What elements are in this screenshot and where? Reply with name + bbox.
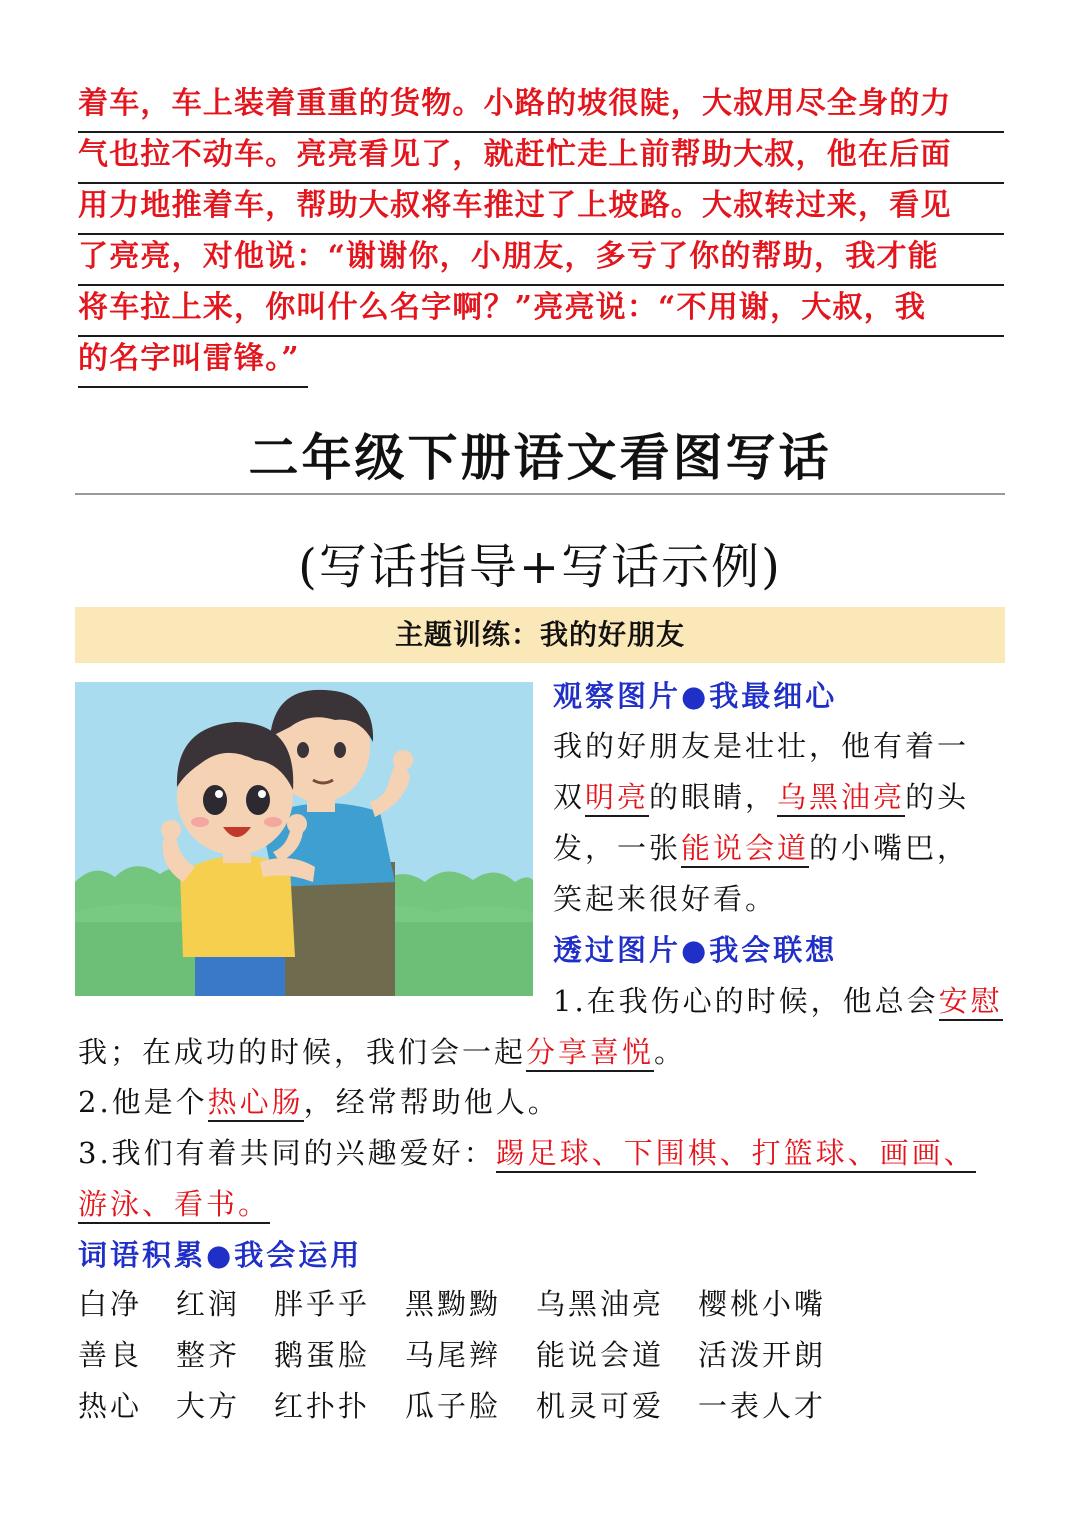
vocab-word: 大方	[176, 1389, 241, 1423]
highlight-word: 能说会道	[681, 831, 809, 868]
vocab-word: 红扑扑	[274, 1389, 371, 1423]
vocab-word: 黑黝黝	[405, 1287, 502, 1321]
story-paragraph	[78, 82, 1004, 388]
body-text	[553, 826, 969, 867]
text-span: 1.在我伤心的时候，他总会	[553, 984, 939, 1018]
highlight-word: 明亮	[585, 780, 649, 817]
title-divider	[75, 493, 1005, 495]
text-span: 的头	[905, 780, 970, 814]
text-span: 的小嘴巴，	[809, 831, 970, 865]
body-text: 我的好朋友是壮壮，他有着一	[553, 729, 970, 763]
body-text	[78, 1030, 686, 1071]
two-friends-illustration	[75, 682, 533, 996]
body-text	[553, 775, 969, 816]
highlight-word: 分享喜悦	[526, 1035, 654, 1072]
vocab-word: 胖乎乎	[274, 1287, 371, 1321]
page-title: 二年级下册语文看图写话	[248, 428, 832, 487]
section-heading-observe: 观察图片●我最细心	[553, 679, 838, 713]
vocab-word: 瓜子脸	[405, 1389, 502, 1423]
text-span: 的眼睛，	[649, 780, 778, 814]
vocab-word: 活泼开朗	[698, 1338, 827, 1372]
body-text	[78, 1182, 270, 1223]
vocab-word: 机灵可爱	[536, 1389, 665, 1423]
text-span: 发，一张	[553, 831, 682, 865]
highlight-word: 游泳、看书。	[78, 1187, 270, 1224]
vocab-word: 鹅蛋脸	[274, 1338, 371, 1372]
text-span: 。	[654, 1035, 687, 1069]
vocab-word: 一表人才	[698, 1389, 827, 1423]
highlight-word: 乌黑油亮	[777, 780, 905, 817]
theme-banner: 主题训练：我的好朋友	[75, 607, 1005, 663]
vocab-word: 白净	[78, 1287, 143, 1321]
text-span: 2.他是个	[78, 1085, 208, 1119]
vocab-word: 能说会道	[536, 1338, 665, 1372]
story-line: 用力地推着车，帮助大叔将车推过了上坡路。大叔转过来，看见	[78, 184, 1004, 235]
vocab-word: 乌黑油亮	[536, 1287, 665, 1321]
body-text	[78, 1131, 976, 1172]
section-heading-imagine: 透过图片●我会联想	[553, 933, 838, 967]
text-span: 我；在成功的时候，我们会一起	[78, 1035, 527, 1069]
vocab-word: 红润	[176, 1287, 241, 1321]
text-span: 双	[553, 780, 586, 814]
body-text	[78, 1080, 560, 1121]
body-text	[553, 979, 1003, 1020]
vocab-word: 整齐	[176, 1338, 241, 1372]
vocab-word: 热心	[78, 1389, 143, 1423]
highlight-word: 热心肠	[208, 1085, 304, 1122]
highlight-word: 安慰	[939, 984, 1003, 1021]
vocab-word: 马尾辫	[405, 1338, 502, 1372]
highlight-word: 踢足球、下围棋、打篮球、画画、	[496, 1136, 976, 1173]
story-line: 了亮亮，对他说：“谢谢你，小朋友，多亏了你的帮助，我才能	[78, 235, 1004, 286]
story-line: 着车，车上装着重重的货物。小路的坡很陡，大叔用尽全身的力	[78, 82, 1004, 133]
section-heading-vocab: 词语积累●我会运用	[78, 1238, 363, 1272]
page-subtitle: (写话指导+写话示例)	[298, 539, 782, 595]
story-line: 的名字叫雷锋。”	[78, 337, 308, 388]
body-text: 笑起来很好看。	[553, 882, 778, 916]
story-line: 气也拉不动车。亮亮看见了，就赶忙走上前帮助大叔，他在后面	[78, 133, 1004, 184]
text-span: ，经常帮助他人。	[303, 1085, 560, 1119]
story-line: 将车拉上来，你叫什么名字啊？”亮亮说：“不用谢，大叔，我	[78, 286, 1004, 337]
vocab-word: 樱桃小嘴	[698, 1287, 827, 1321]
vocab-word: 善良	[78, 1338, 143, 1372]
text-span: 3.我们有着共同的兴趣爱好：	[78, 1136, 496, 1170]
